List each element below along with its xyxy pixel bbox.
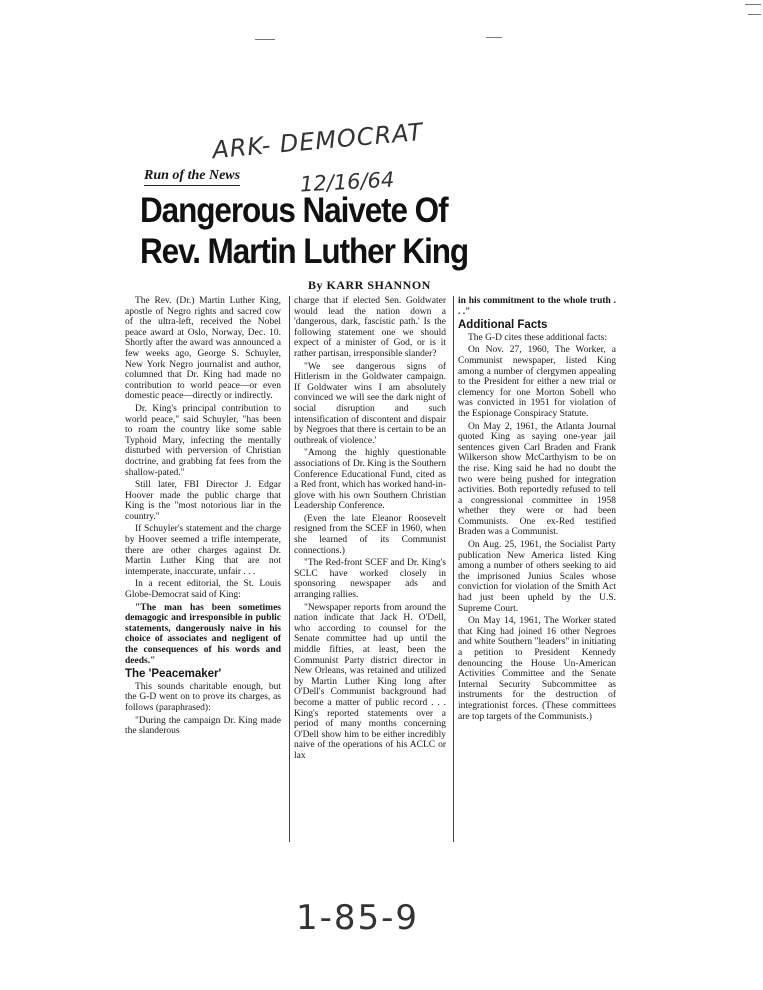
paragraph: in his commitment to the whole truth . . ." (458, 296, 616, 317)
paragraph: On May 2, 1961, the Atlanta Journal quoted King as saying one-year jail sentences given Carl Braden and Frank Wilkerson show McCarthyism to be on the rise. King said he had no doubt the two were being pushed for integration activities. Both reportedly refused to tell a congressional committee in 1958 whether they were or had been Communists. One ex-Red testified Braden was a Communist. (458, 421, 616, 538)
byline: By KARR SHANNON (308, 278, 431, 292)
paragraph: Dr. King's principal contribution to world peace," said Schuyler, "has been to roam the country like some sable Typhoid Mary, infecting the mentally disturbed with perversion of Christian doctrine, and grabbing fat fees from the shallow-pated." (125, 403, 281, 478)
paragraph: On May 14, 1961, The Worker stated that King had joined 16 other Negroes and white Southern "leaders" in initiating a petition to President Kennedy denouncing the House Un-American Activities Committee and the Senate Internal Security Subcommittee as instruments for the destruction of integrationist forces. (These committees are top targets of the Communists.) (458, 616, 616, 722)
article-column-3 (453, 296, 616, 842)
paragraph: On Nov. 27, 1960, The Worker, a Communist newspaper, listed King among a number of clergymen appealing to the President for either a new trial or clemency for one Morton Sobell who was convicted in 1951 for violation of the Espionage Conspiracy Statute. (458, 345, 616, 419)
article-body (122, 296, 618, 842)
handwritten-date: 12/16/64 (299, 167, 395, 197)
paragraph: "The Red-front SCEF and Dr. King's SCLC have worked closely in sponsoring newspaper ads and arranging rallies. (294, 558, 446, 601)
paragraph: "Among the highly questionable associations of Dr. King is the Southern Conference Educational Fund, cited as a Red front, which has worked hand-in-glove with his own Southern Christian Leadership Conference. (294, 448, 446, 512)
paragraph: The G-D cites these additional facts: (468, 332, 608, 343)
scan-edge-line (486, 37, 502, 38)
scan-edge-line (748, 14, 761, 15)
subhead-peacemaker: The 'Peacemaker' (125, 668, 222, 681)
headline-line-1: Dangerous Naivete Of (140, 191, 448, 230)
paragraph: In a recent editorial, the St. Louis Globe-Democrat said of King: (125, 579, 281, 601)
paragraph: If Schuyler's statement and the charge by Hoover seemed a trifle intemperate, there are other charges against Dr. Martin Luther King that are not intemperate, inaccurate, unfair . . . (125, 524, 281, 577)
column-label: Run of the News (144, 168, 240, 186)
handwritten-source: ARK- DEMOCRAT (211, 117, 425, 165)
paragraph: The Rev. (Dr.) Martin Luther King, apostle of Negro rights and sacred cow of the ultra-left, received the Nobel peace award at Oslo, Norway, Dec. 10. Shortly after the award was announced a few weeks ago, George S. Schuyler, New York Negro journalist and author, columned that Dr. King had made no contribution to world peace—or even domestic peace—directly or indirectly. (125, 296, 281, 402)
paragraph: "We see dangerous signs of Hitlerism in the Goldwater campaign. If Goldwater wins I am absolutely convinced we will see the dark night of social disruption and such intensification of discontent and dispair by Negroes that there is certain to be an outbreak of violence.' (294, 361, 446, 446)
scan-edge-line (255, 39, 275, 40)
paragraph: (Even the late Eleanor Roosevelt resigned from the SCEF in 1960, when she learned of its Communist connections.) (294, 513, 446, 556)
handwritten-file-number: 1-85-9 (296, 898, 420, 938)
paragraph: "During the campaign Dr. King made the slanderous (125, 715, 281, 737)
scan-edge-line (745, 4, 761, 5)
paragraph-quote: "The man has been sometimes demagogic and irresponsible in public statements, dangerously naive in his choice of associates and negligent of the consequences of his words and deeds." (125, 602, 281, 666)
subhead-additional-facts: Additional Facts (458, 319, 548, 332)
paragraph: On Aug. 25, 1961, the Socialist Party publication New America listed King among a number of others seeking to aid the imprisoned Junius Scales whose conviction for violation of the Smith Act had just been upheld by the U.S. Supreme Court. (458, 540, 616, 614)
newspaper-clipping (122, 162, 618, 842)
article-column-1 (125, 296, 281, 842)
paragraph: "Newspaper reports from around the nation indicate that Jack H. O'Dell, who according to counsel for the Senate committee had up until the middle fifties, at least, been the Communist Party district director in New Orleans, was retained and utilized by Martin Luther King long after O'Dell's Communist background had become a matter of public record . . . King's reported statements over a period of many months concerning O'Dell show him to be either incredibly naive of the operations of his ACLC or lax (294, 602, 446, 761)
headline (140, 190, 527, 272)
headline-line-2: Rev. Martin Luther King (140, 232, 469, 271)
paragraph: charge that if elected Sen. Goldwater would lead the nation down a 'dangerous, dark, fascistic path.' Is the following statement one we should expect of a minister of God, or is it rather partisan, irresponsible slander? (294, 296, 446, 359)
paragraph: Still later, FBI Director J. Edgar Hoover made the public charge that King is the "most notorious liar in the country." (125, 480, 281, 522)
article-column-2 (289, 296, 446, 842)
paragraph: This sounds charitable enough, but the G-D went on to prove its charges, as follows (paraphrased): (125, 681, 281, 713)
